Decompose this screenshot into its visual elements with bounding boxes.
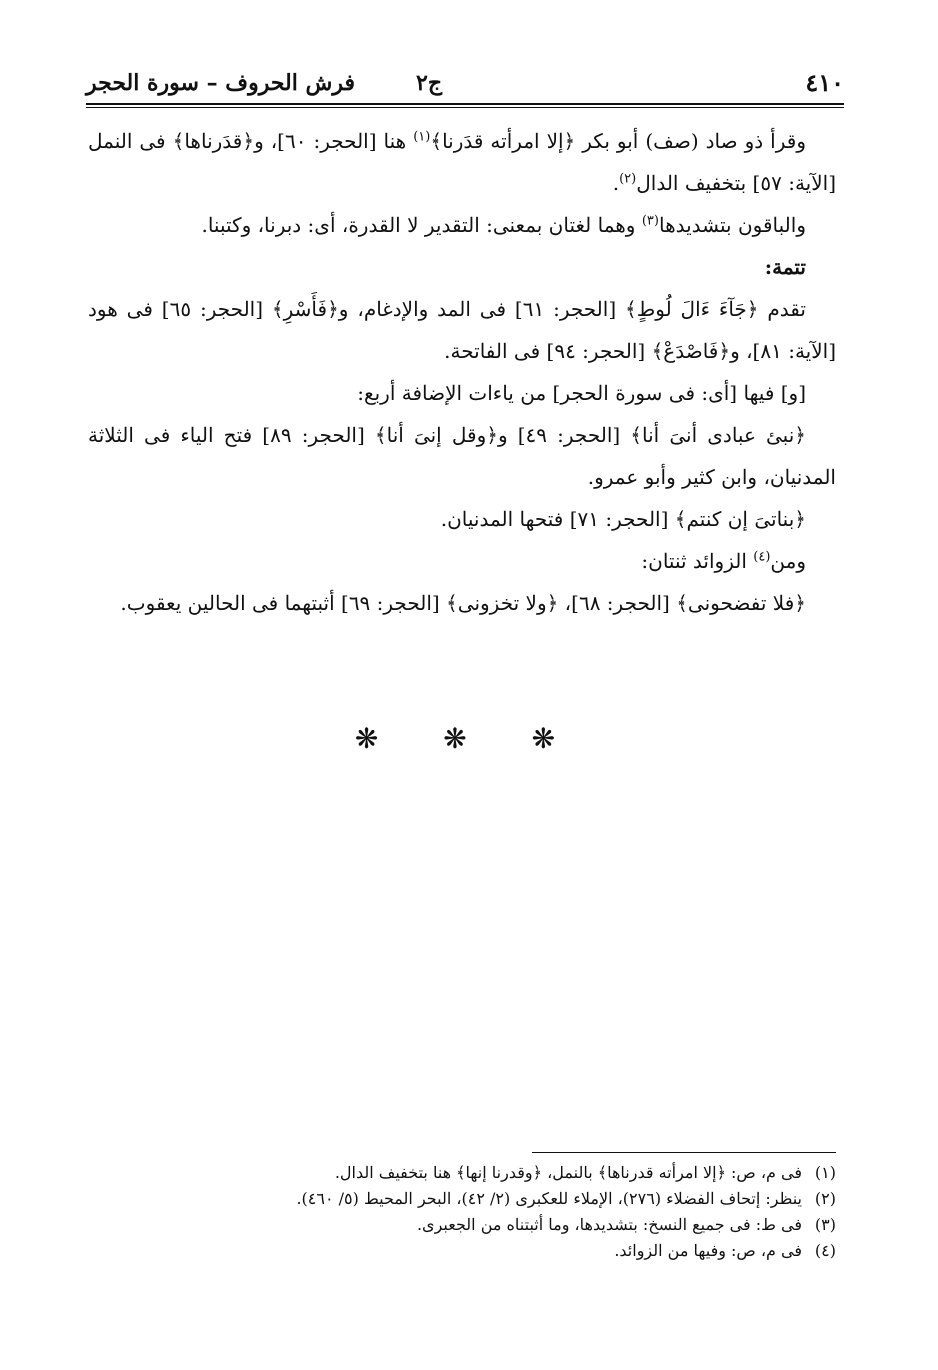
footnote-text: فى م، ص: ﴿إلا امرأته قدرناها﴾ بالنمل، ﴿وقدرنا إنها﴾ هنا بتخفيف الدال. xyxy=(334,1163,802,1182)
paragraph xyxy=(88,120,836,204)
text-run: . xyxy=(612,171,620,195)
main-text xyxy=(88,120,836,624)
section-heading: تتمة: xyxy=(764,255,806,279)
header-rule-thin xyxy=(86,107,844,108)
paragraph: ﴿بناتىَ إن كنتم﴾ [الحجر: ٧١] فتحها المدنيان. xyxy=(440,507,806,531)
footnote-number: (٤) xyxy=(814,1241,836,1260)
footnote-rule xyxy=(532,1152,836,1153)
footnote-item xyxy=(96,1186,836,1212)
header-rule xyxy=(86,103,844,105)
footnote-text: فى م، ص: وفيها من الزوائد. xyxy=(614,1241,802,1260)
text-run: الزوائد ثنتان: xyxy=(641,549,754,573)
footnote-ref[interactable]: (٢) xyxy=(619,171,637,187)
footnotes xyxy=(96,1160,836,1264)
footnote-ref[interactable]: (٤) xyxy=(753,549,771,565)
footnote-item xyxy=(96,1238,836,1264)
paragraph: ﴿فلا تفضحونى﴾ [الحجر: ٦٨]، ﴿ولا تخزونى﴾ [الحجر: ٦٩] أثبتهما فى الحالين يعقوب. xyxy=(120,591,806,615)
page-number: ٤١٠ xyxy=(805,68,844,97)
footnote-ref[interactable]: (١) xyxy=(413,129,431,145)
page-header xyxy=(86,62,844,102)
footnote-text: فى ط: فى جميع النسخ: بتشديدها، وما أثبتناه من الجعبرى. xyxy=(416,1215,802,1234)
text-run: والباقون بتشديدها xyxy=(658,213,806,237)
text-run: وهما لغتان بمعنى: التقدير لا القدرة، أى: دبرنا، وكتبنا. xyxy=(201,213,642,237)
running-title: فرش الحروف – سورة الحجر xyxy=(86,70,356,96)
paragraph: تقدم ﴿جَآءَ ءَالَ لُوطٍ﴾ [الحجر: ٦١] فى المد والإدغام، و﴿فَأَسْرِ﴾ [الحجر: ٦٥] فى هود [الآية: ٨١]، و﴿فَاصْدَعْ﴾ [الحجر: ٩٤] فى الفاتحة. xyxy=(88,297,836,363)
paragraph xyxy=(88,204,836,246)
paragraph xyxy=(88,540,836,582)
footnote-number: (٣) xyxy=(814,1215,836,1234)
footnote-ref[interactable]: (٣) xyxy=(641,213,659,229)
footnote-number: (٢) xyxy=(814,1189,836,1208)
footnote-item xyxy=(96,1160,836,1186)
footnote-item xyxy=(96,1212,836,1238)
paragraph: ﴿نبئ عبادى أنىَ أنا﴾ [الحجر: ٤٩] و﴿وقل إنىَ أنا﴾ [الحجر: ٨٩] فتح الياء فى الثلاثة المدنيان، وابن كثير وأبو عمرو. xyxy=(88,423,836,489)
footnote-number: (١) xyxy=(814,1163,836,1182)
paragraph: [و] فيها [أى: فى سورة الحجر] من ياءات الإضافة أربع: xyxy=(357,381,806,405)
text-run: وقرأ ذو صاد (صف) أبو بكر ﴿إلا امرأته قدَرنا﴾ xyxy=(430,129,806,153)
section-separator: ❋ ❋ ❋ xyxy=(354,722,584,755)
text-run: ومن xyxy=(770,549,806,573)
text-run: هنا [الحجر: ٦٠]، و﴿قدَرناها﴾ فى النمل [الآية: ٥٧] بتخفيف الدال xyxy=(88,129,836,195)
footnote-text: ينظر: إتحاف الفضلاء (٢٧٦)، الإملاء للعكبرى (٢/ ٤٢)، البحر المحيط (٥/ ٤٦٠). xyxy=(296,1189,802,1208)
volume-label: ج٢ xyxy=(416,70,443,96)
